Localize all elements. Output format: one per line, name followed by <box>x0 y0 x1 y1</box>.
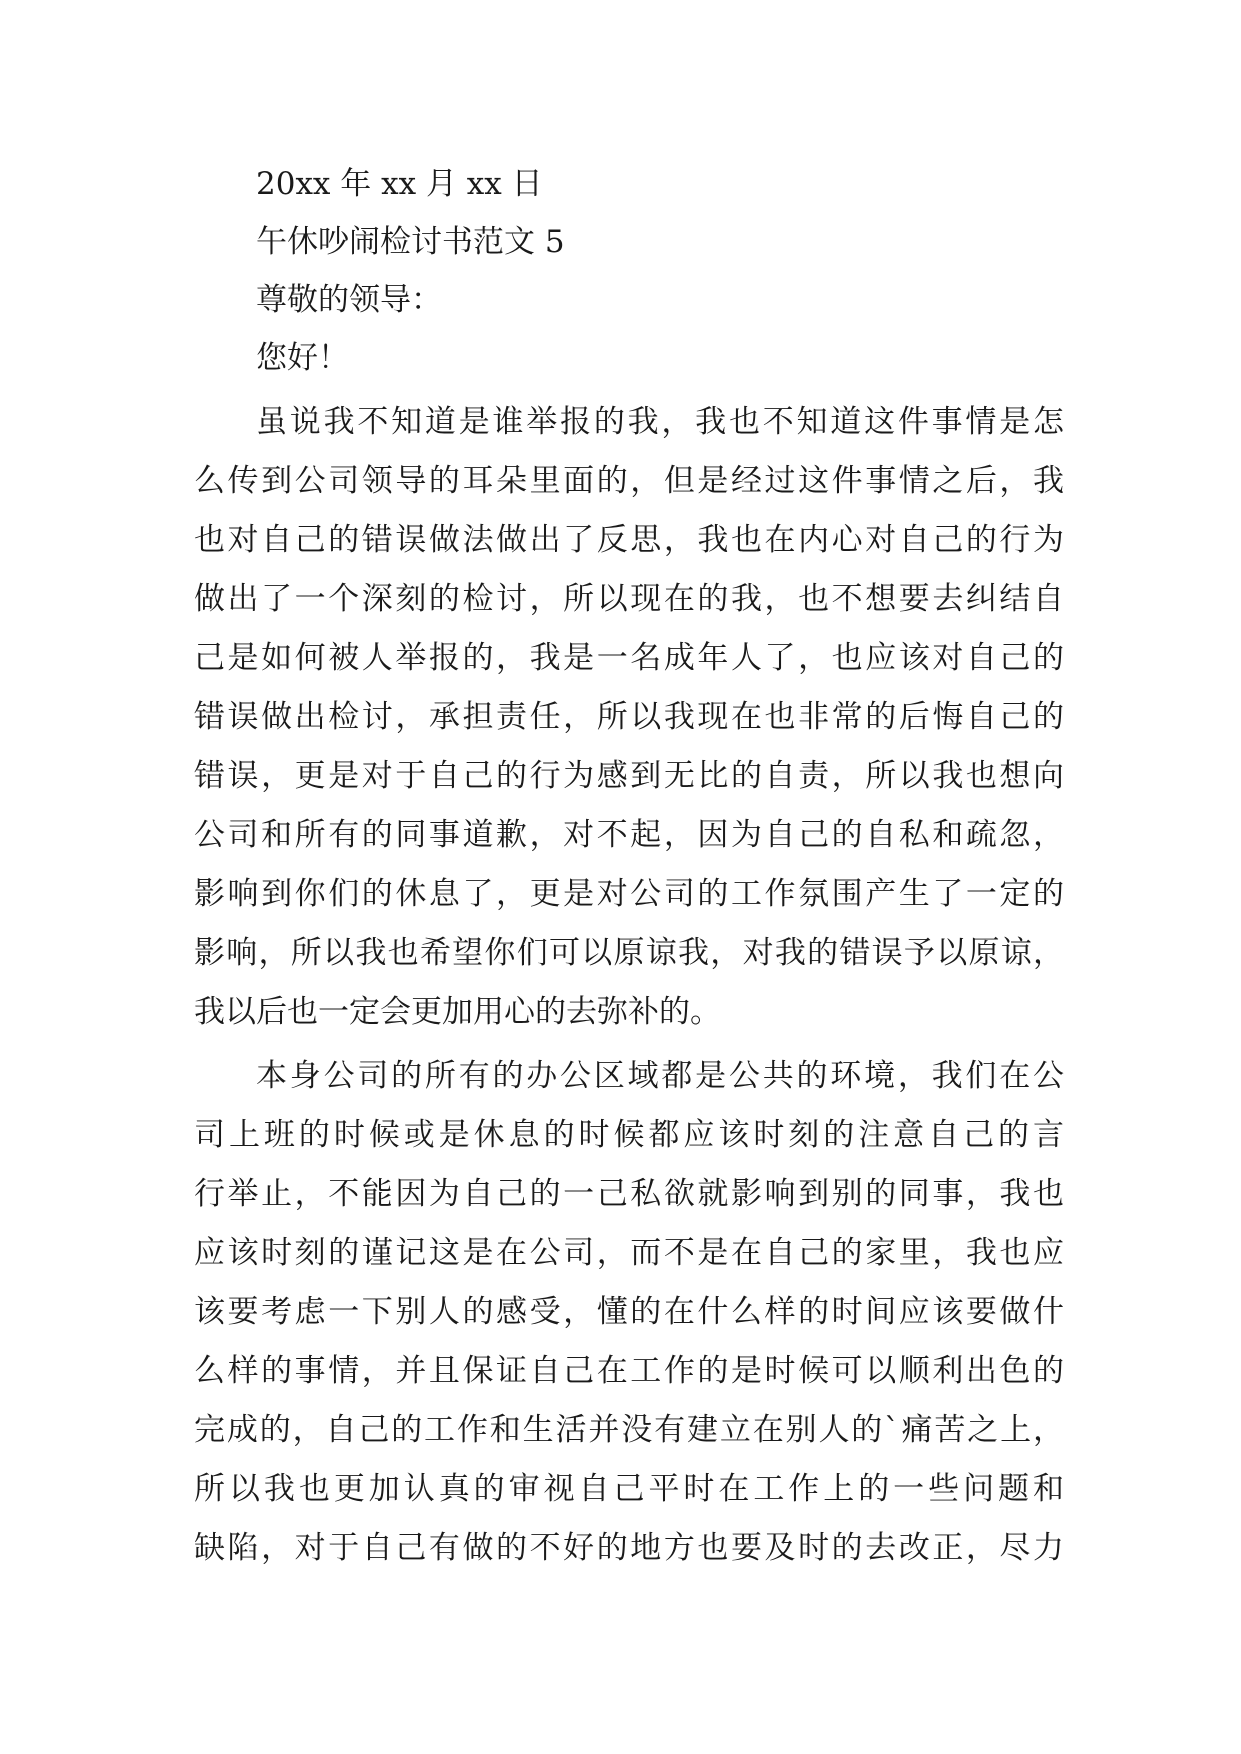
salutation: 尊敬的领导： <box>256 282 442 318</box>
paragraph-line: 该要考虑一下别人的感受，懂的在什么样的时间应该要做什 <box>194 1294 1064 1330</box>
paragraph-line: 应该时刻的谨记这是在公司，而不是在自己的家里，我也应 <box>194 1235 1064 1271</box>
paragraph-line: 影响到你们的休息了，更是对公司的工作氛围产生了一定的 <box>194 876 1064 912</box>
document-title: 午休吵闹检讨书范文 5 <box>256 224 565 260</box>
paragraph-line: 做出了一个深刻的检讨，所以现在的我，也不想要去纠结自 <box>194 581 1064 617</box>
paragraph-line: 本身公司的所有的办公区域都是公共的环境，我们在公 <box>256 1058 1064 1094</box>
paragraph-line: 么样的事情，并且保证自己在工作的是时候可以顺利出色的 <box>194 1353 1064 1389</box>
paragraph-line: 虽说我不知道是谁举报的我，我也不知道这件事情是怎 <box>256 404 1064 440</box>
paragraph-line: 缺陷，对于自己有做的不好的地方也要及时的去改正，尽力 <box>194 1530 1064 1566</box>
paragraph-line: 己是如何被人举报的，我是一名成年人了，也应该对自己的 <box>194 640 1064 676</box>
paragraph-line: 错误，更是对于自己的行为感到无比的自责，所以我也想向 <box>194 758 1064 794</box>
date-line: 20xx 年 xx 月 xx 日 <box>256 166 543 202</box>
paragraph-line: 影响，所以我也希望你们可以原谅我，对我的错误予以原谅， <box>194 935 1064 971</box>
paragraph-line: 公司和所有的同事道歉，对不起，因为自己的自私和疏忽， <box>194 817 1064 853</box>
paragraph-line: 也对自己的错误做法做出了反思，我也在内心对自己的行为 <box>194 522 1064 558</box>
paragraph-line: 完成的，自己的工作和生活并没有建立在别人的`痛苦之上， <box>194 1412 1064 1448</box>
paragraph-line: 司上班的时候或是休息的时候都应该时刻的注意自己的言 <box>194 1117 1064 1153</box>
paragraph-line: 我以后也一定会更加用心的去弥补的。 <box>194 994 721 1030</box>
paragraph-line: 行举止，不能因为自己的一己私欲就影响到别的同事，我也 <box>194 1176 1064 1212</box>
paragraph-line: 所以我也更加认真的审视自己平时在工作上的一些问题和 <box>194 1471 1064 1507</box>
paragraph-line: 错误做出检讨，承担责任，所以我现在也非常的后悔自己的 <box>194 699 1064 735</box>
greeting: 您好！ <box>256 340 349 376</box>
paragraph-line: 么传到公司领导的耳朵里面的，但是经过这件事情之后，我 <box>194 463 1064 499</box>
